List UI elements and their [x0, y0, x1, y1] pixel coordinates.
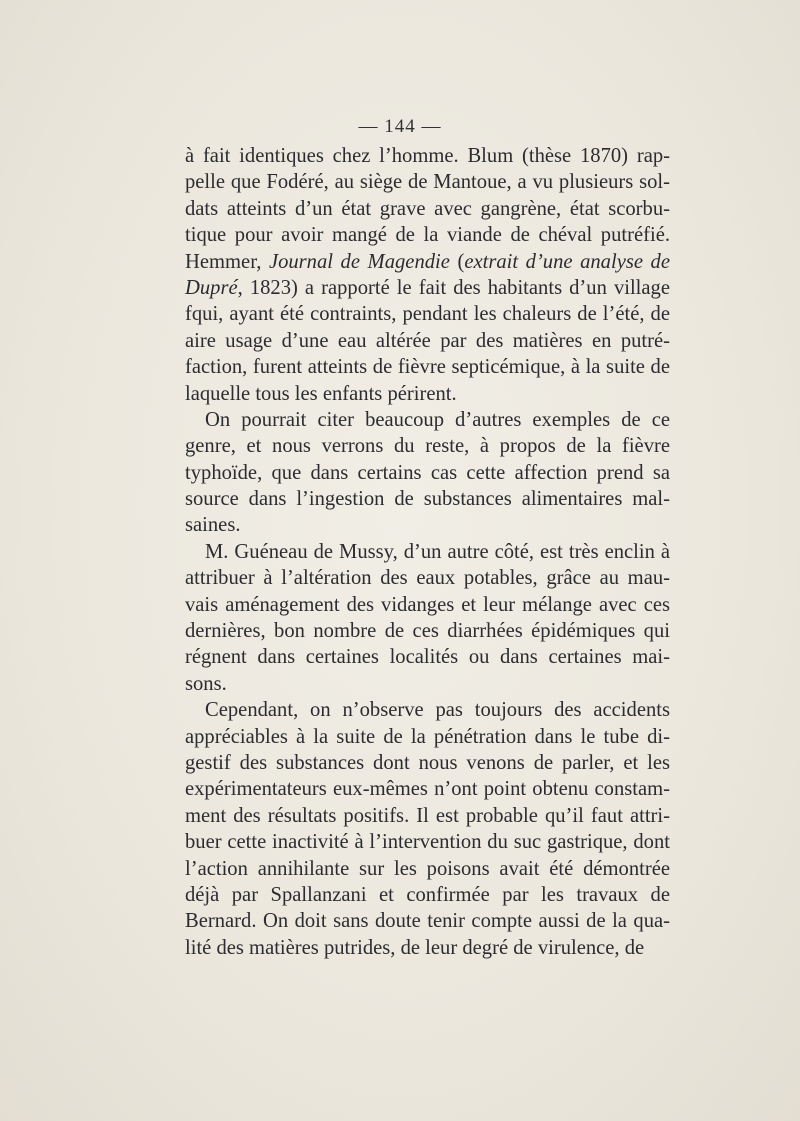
- text-line: buer cette inactivité à l’intervention du suc gastrique, dont: [185, 831, 670, 854]
- text-line: M. Guéneau de Mussy, d’un autre côté, est très enclin à: [205, 540, 670, 563]
- text-line: fqui, ayant été contraints, pendant les chaleurs de l’été, de: [185, 303, 670, 326]
- text-line: laquelle tous les enfants périrent.: [185, 382, 457, 405]
- text-line: ment des résultats positifs. Il est probable qu’il faut attri-: [185, 804, 670, 827]
- text-line: genre, et nous verrons du reste, à propos de la fièvre: [185, 435, 670, 458]
- text-line: appréciables à la suite de la pénétration dans le tube di-: [185, 725, 670, 748]
- text-line: expérimentateurs eux-mêmes n’ont point obtenu constam-: [185, 778, 670, 801]
- text-line: lité des matières putrides, de leur degré de virulence, de: [185, 936, 645, 959]
- text-line: attribuer à l’altération des eaux potables, grâce au mau-: [185, 567, 670, 590]
- text-line: dernières, bon nombre de ces diarrhées épidémiques qui: [185, 620, 670, 643]
- page-number: — 144 —: [358, 116, 442, 137]
- text-line: source dans l’ingestion de substances alimentaires mal-: [185, 488, 670, 511]
- text-line: Hemmer, Journal de Magendie (extrait d’une analyse de: [185, 250, 670, 273]
- text-line: déjà par Spallanzani et confirmée par les travaux de: [185, 883, 670, 906]
- text-line: Cependant, on n’observe pas toujours des accidents: [205, 699, 670, 722]
- text-line: Bernard. On doit sans doute tenir compte aussi de la qua-: [185, 910, 670, 933]
- text-line: gestif des substances dont nous venons de parler, et les: [185, 751, 670, 774]
- text-line: régnent dans certaines localités ou dans certaines mai-: [185, 646, 670, 669]
- text-line: l’action annihilante sur les poisons avait été démontrée: [185, 857, 670, 880]
- text-line: vais aménagement des vidanges et leur mélange avec ces: [185, 593, 670, 616]
- text-line: pelle que Fodéré, au siège de Mantoue, a vu plusieurs sol-: [185, 171, 670, 194]
- text-line: tique pour avoir mangé de la viande de chéval putréfié.: [185, 224, 670, 247]
- text-line: saines.: [185, 514, 241, 537]
- body-text: [185, 143, 670, 961]
- text-line: On pourrait citer beaucoup d’autres exemples de ce: [205, 408, 670, 431]
- text-line: à fait identiques chez l’homme. Blum (thèse 1870) rap-: [185, 145, 670, 167]
- text-line: aire usage d’une eau altérée par des matières en putré-: [185, 329, 670, 352]
- text-line: faction, furent atteints de fièvre septicémique, à la suite de: [185, 356, 670, 379]
- text-line: dats atteints d’un état grave avec gangrène, état scorbu-: [185, 197, 670, 220]
- text-line: Dupré, 1823) a rapporté le fait des habitants d’un village: [185, 276, 670, 299]
- text-line: typhoïde, que dans certains cas cette affection prend sa: [185, 461, 670, 484]
- text-line: sons.: [185, 672, 227, 695]
